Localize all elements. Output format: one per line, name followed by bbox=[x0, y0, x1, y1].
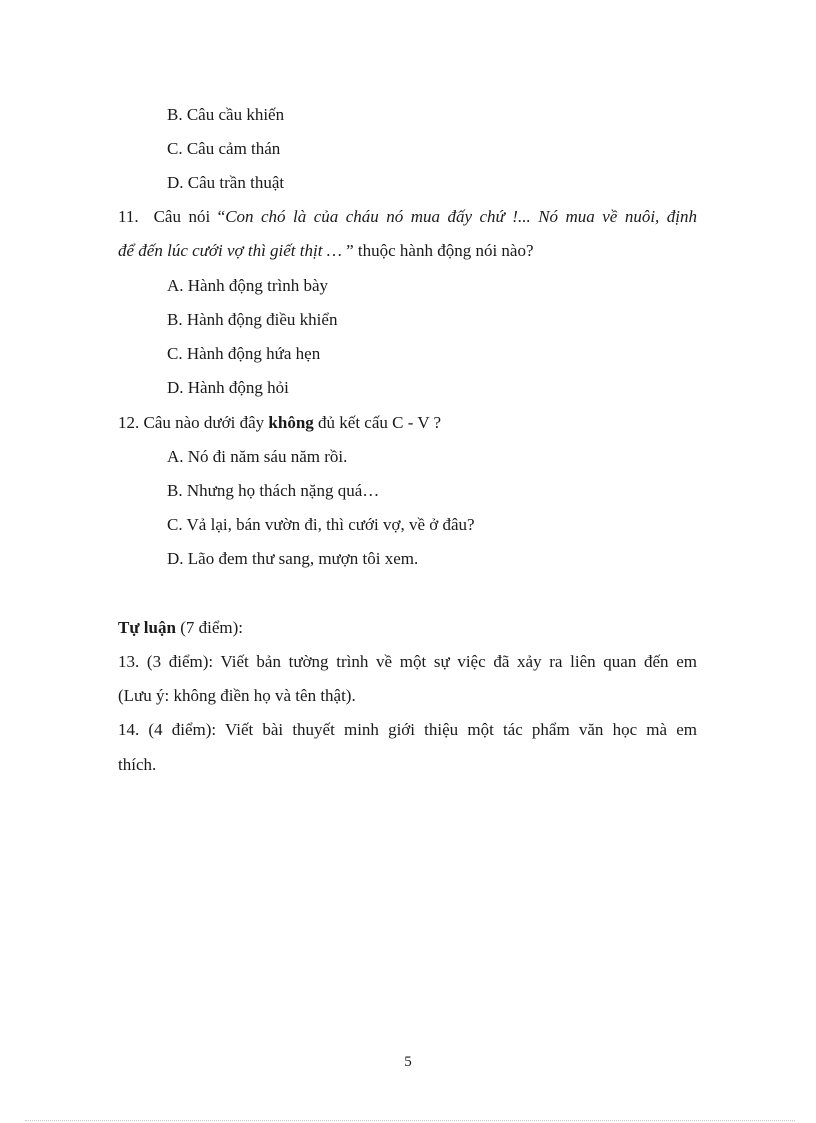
q12-option-a: A. Nó đi năm sáu năm rồi. bbox=[167, 447, 348, 466]
q11-stem-line1 bbox=[118, 207, 697, 227]
q14-line2: thích. bbox=[118, 755, 157, 774]
q12-suffix: đủ kết cấu C - V ? bbox=[313, 413, 442, 432]
page-bottom-divider bbox=[25, 1120, 795, 1121]
q13-line1: 13. (3 điểm): Viết bản tường trình về một sự việc đã xảy ra liên quan đến em bbox=[118, 652, 697, 671]
q11-option-b: B. Hành động điều khiển bbox=[167, 310, 338, 329]
q11-option-d: D. Hành động hỏi bbox=[167, 378, 289, 397]
q11-option-c: C. Hành động hứa hẹn bbox=[167, 344, 321, 363]
q12-option-c: C. Vả lại, bán vườn đi, thì cưới vợ, về ở đâu? bbox=[167, 515, 475, 534]
essay-heading-bold: Tự luận bbox=[118, 618, 176, 637]
q11-quote-line1: Con chó là của cháu nó mua đấy chứ !... Nó mua về nuôi, định bbox=[225, 207, 697, 226]
q11-prefix: Câu nói “ bbox=[153, 207, 226, 226]
q12-prefix: 12. Câu nào dưới đây bbox=[118, 413, 269, 432]
q11-suffix: ” thuộc hành động nói nào? bbox=[341, 241, 534, 260]
essay-heading bbox=[118, 618, 243, 638]
essay-heading-points: (7 điểm): bbox=[175, 618, 243, 637]
q11-quote-line2: để đến lúc cưới vợ thì giết thịt … bbox=[118, 241, 342, 260]
page-number: 5 bbox=[404, 1054, 412, 1070]
q11-number: 11. bbox=[118, 207, 139, 226]
q11-stem-line2 bbox=[118, 241, 534, 261]
q10-option-c: C. Câu cảm thán bbox=[167, 139, 281, 158]
q12-stem bbox=[118, 413, 441, 433]
q11-option-a: A. Hành động trình bày bbox=[167, 276, 329, 295]
q14-line1: 14. (4 điểm): Viết bài thuyết minh giới thiệu một tác phẩm văn học mà em bbox=[118, 720, 697, 739]
q10-option-b: B. Câu cầu khiến bbox=[167, 105, 285, 124]
q13-line2: (Lưu ý: không điền họ và tên thật). bbox=[118, 686, 356, 705]
q12-option-b: B. Nhưng họ thách nặng quá… bbox=[167, 481, 380, 500]
q12-option-d: D. Lão đem thư sang, mượn tôi xem. bbox=[167, 549, 419, 568]
q12-emphasis: không bbox=[268, 413, 314, 432]
q10-option-d: D. Câu trần thuật bbox=[167, 173, 285, 192]
